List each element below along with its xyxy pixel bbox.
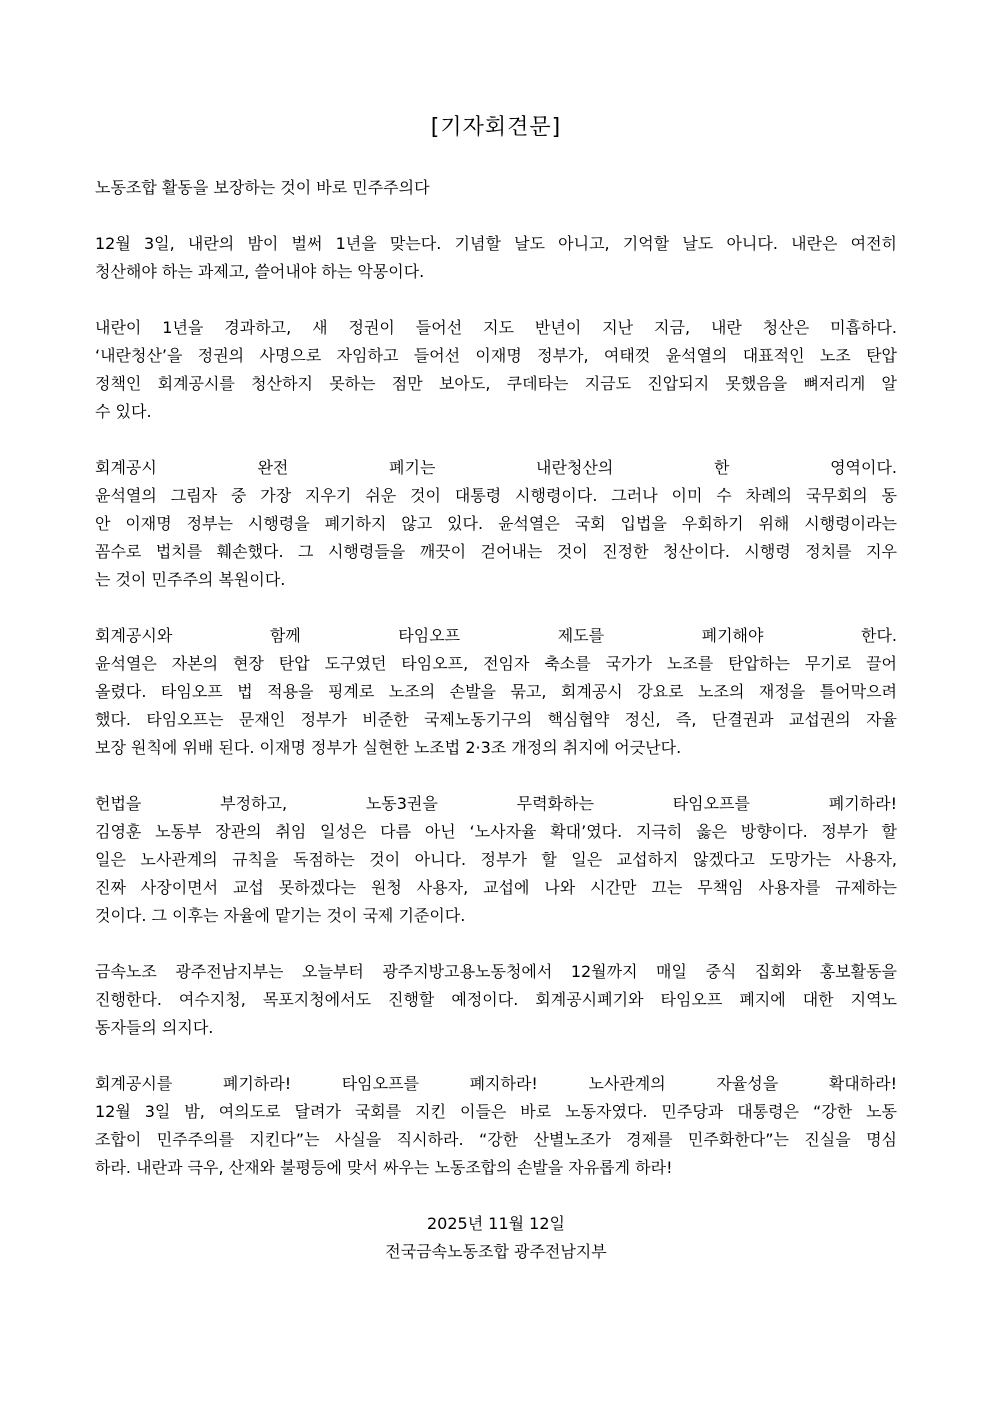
paragraph-line: 조합이 민주주의를 지킨다”는 사실을 직시하라. “강한 산별노조가 경제를 민주화한다”는 진실을 명심: [95, 1130, 897, 1149]
paragraph-line: 헌법을 부정하고, 노동3권을 무력화하는 타임오프를 폐기하라!: [95, 794, 897, 813]
document-body: [95, 174, 897, 1266]
paragraph-line: ‘내란청산’을 정권의 사명으로 자임하고 들어선 이재명 정부가, 여태껏 윤석열의 대표적인 노조 탄압: [95, 346, 897, 365]
paragraph-line: 하라. 내란과 극우, 산재와 불평등에 맞서 싸우는 노동조합의 손발을 자유롭게 하라!: [95, 1158, 673, 1177]
paragraph: [95, 1070, 897, 1182]
paragraph-line: 청산해야 하는 과제고, 쓸어내야 하는 악몽이다.: [95, 262, 425, 281]
paragraph-line: 일은 노사관계의 규칙을 독점하는 것이 아니다. 정부가 할 일은 교섭하지 않겠다고 도망가는 사용자,: [95, 850, 897, 869]
document-title: [기자회견문]: [430, 115, 562, 140]
paragraph-line: 내란이 1년을 경과하고, 새 정권이 들어선 지도 반년이 지난 지금, 내란 청산은 미흡하다.: [95, 318, 897, 337]
paragraph-line: 노동조합 활동을 보장하는 것이 바로 민주주의다: [95, 178, 430, 197]
paragraph-line: 회계공시와 함께 타임오프 제도를 폐기해야 한다.: [95, 626, 897, 645]
document-footer: [95, 1210, 897, 1266]
paragraph: [95, 790, 897, 930]
paragraph: [95, 454, 897, 594]
paragraph-list: [95, 174, 897, 1182]
paragraph-line: 는 것이 민주주의 복원이다.: [95, 570, 286, 589]
paragraph-line: 윤석열은 자본의 현장 탄압 도구였던 타임오프, 전임자 축소를 국가가 노조를 탄압하는 무기로 끌어: [95, 654, 897, 673]
paragraph-line: 회계공시 완전 폐기는 내란청산의 한 영역이다.: [95, 458, 897, 477]
paragraph-line: 12월 3일, 내란의 밤이 벌써 1년을 맞는다. 기념할 날도 아니고, 기억할 날도 아니다. 내란은 여전히: [95, 234, 897, 253]
paragraph-line: 정책인 회계공시를 청산하지 못하는 점만 보아도, 쿠데타는 지금도 진압되지 못했음을 뼈저리게 알: [95, 374, 897, 393]
paragraph-line: 회계공시를 폐기하라! 타임오프를 폐지하라! 노사관계의 자율성을 확대하라!: [95, 1074, 897, 1093]
document-signature: 전국금속노동조합 광주전남지부: [385, 1242, 607, 1261]
paragraph-line: 진행한다. 여수지청, 목포지청에서도 진행할 예정이다. 회계공시폐기와 타임오프 폐지에 대한 지역노: [95, 990, 897, 1009]
paragraph-line: 꼼수로 법치를 훼손했다. 그 시행령들을 깨끗이 걷어내는 것이 진정한 청산이다. 시행령 정치를 지우: [95, 542, 897, 561]
paragraph-line: 것이다. 그 이후는 자율에 맡기는 것이 국제 기준이다.: [95, 906, 466, 925]
paragraph: [95, 230, 897, 286]
paragraph-line: 12월 3일 밤, 여의도로 달려가 국회를 지킨 이들은 바로 노동자였다. 민주당과 대통령은 “강한 노동: [95, 1102, 897, 1121]
document-date: 2025년 11월 12일: [427, 1214, 565, 1233]
paragraph-line: 수 있다.: [95, 402, 152, 421]
paragraph-line: 윤석열의 그림자 중 가장 지우기 쉬운 것이 대통령 시행령이다. 그러나 이미 수 차례의 국무회의 동: [95, 486, 897, 505]
paragraph-line: 보장 원칙에 위배 된다. 이재명 정부가 실현한 노조법 2·3조 개정의 취지에 어긋난다.: [95, 738, 682, 757]
paragraph-line: 진짜 사장이면서 교섭 못하겠다는 원청 사용자, 교섭에 나와 시간만 끄는 무책임 사용자를 규제하는: [95, 878, 897, 897]
paragraph-line: 금속노조 광주전남지부는 오늘부터 광주지방고용노동청에서 12월까지 매일 중식 집회와 홍보활동을: [95, 962, 897, 981]
paragraph: [95, 174, 897, 202]
paragraph-line: 동자들의 의지다.: [95, 1018, 214, 1037]
paragraph-line: 올렸다. 타임오프 법 적용을 핑계로 노조의 손발을 묶고, 회계공시 강요로 노조의 재정을 틀어막으려: [95, 682, 897, 701]
paragraph: [95, 958, 897, 1042]
paragraph: [95, 622, 897, 762]
paragraph-line: 했다. 타임오프는 문재인 정부가 비준한 국제노동기구의 핵심협약 정신, 즉, 단결권과 교섭권의 자율: [95, 710, 897, 729]
paragraph-line: 김영훈 노동부 장관의 취임 일성은 다름 아닌 ‘노사자율 확대’였다. 지극히 옳은 방향이다. 정부가 할: [95, 822, 897, 841]
paragraph: [95, 314, 897, 426]
paragraph-line: 안 이재명 정부는 시행령을 폐기하지 않고 있다. 윤석열은 국회 입법을 우회하기 위해 시행령이라는: [95, 514, 897, 533]
